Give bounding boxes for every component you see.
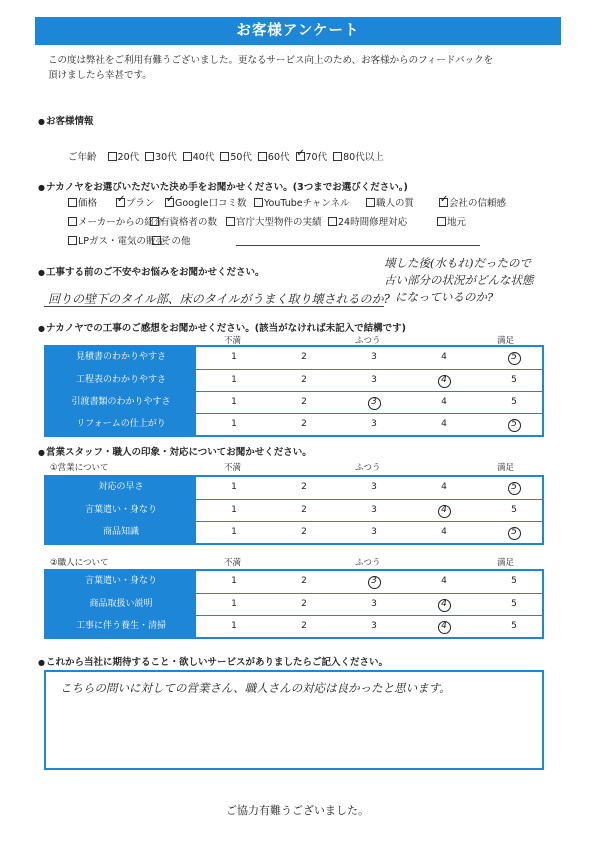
sales-rating-5[interactable]: 5	[511, 505, 517, 515]
scale-high-sales: 満足	[497, 463, 515, 473]
age-option-5[interactable]	[296, 152, 328, 163]
craft-rating-1[interactable]: 1	[231, 576, 237, 586]
impression-rating-2[interactable]: 2	[301, 352, 307, 362]
page-title: お客様アンケート	[35, 17, 561, 45]
staff-heading: ● 営業スタッフ・職人の印象・対応についてお聞かせください。	[38, 444, 312, 458]
decision-option-label: Google口コミ数	[175, 198, 247, 209]
impression-rating-3[interactable]: 3	[371, 419, 377, 429]
decision-option-label: 24時間修理対応	[338, 217, 408, 228]
craft-subheading: ②職人について	[50, 558, 109, 568]
decision-option-0[interactable]	[68, 195, 97, 209]
worries-answer-2: 壊した後(水もれ)だったので	[384, 256, 531, 270]
sales-rating-1[interactable]: 1	[231, 527, 237, 537]
worries-heading: ● 工事する前のご不安やお悩みをお聞かせください。	[38, 264, 265, 278]
checkbox-icon[interactable]	[68, 198, 77, 207]
decision-heading: ● ナカノヤをお選びいただいた決め手をお聞かせください。(3つまでお選びください。)	[38, 179, 408, 193]
scale-low-craft: 不満	[224, 558, 242, 568]
decision-option-label: 官庁大型物件の実績	[236, 217, 322, 228]
impression-row-label: 引渡書類のわかりやすさ	[46, 392, 196, 413]
impression-rating-1[interactable]: 1	[231, 397, 237, 407]
craft-row	[46, 571, 542, 593]
sales-rating-1[interactable]: 1	[231, 482, 237, 492]
sales-row	[46, 499, 542, 521]
age-option-6[interactable]	[333, 152, 384, 163]
checkbox-icon[interactable]	[254, 198, 263, 207]
age-option-label: 70代	[305, 152, 328, 163]
checkbox-icon[interactable]	[183, 152, 192, 161]
craft-rating-5[interactable]: 5	[511, 621, 517, 631]
scale-mid-sales: ふつう	[355, 463, 381, 473]
impression-rating-2[interactable]: 2	[301, 419, 307, 429]
impression-rating-2[interactable]: 2	[301, 375, 307, 385]
age-option-label: 80代以上	[343, 152, 384, 163]
checkbox-icon[interactable]	[165, 198, 174, 207]
checkbox-icon[interactable]	[150, 217, 159, 226]
impressions-table	[44, 345, 544, 437]
sales-rating-4[interactable]: 4	[441, 482, 447, 492]
impression-row	[46, 369, 542, 391]
scale-low-sales: 不満	[224, 463, 242, 473]
impression-rating-3[interactable]: 3	[371, 375, 377, 385]
decision-option-7[interactable]	[150, 214, 217, 228]
checkbox-icon[interactable]	[439, 198, 448, 207]
intro-line-1: この度は弊社をご利用有難うございました。更なるサービス向上のため、お客様からのフィードバックを	[48, 55, 494, 66]
craft-rating-5[interactable]: 5	[511, 576, 517, 586]
sales-rating-2[interactable]: 2	[301, 527, 307, 537]
checkbox-icon[interactable]	[296, 152, 305, 161]
decision-option-12[interactable]	[152, 233, 191, 247]
age-option-0[interactable]	[108, 152, 140, 163]
craft-rating-4[interactable]: 4	[434, 594, 454, 615]
impression-row	[46, 347, 542, 369]
sales-row-label: 対応の早さ	[46, 477, 196, 499]
decision-option-label: 価格	[78, 198, 98, 209]
other-underline	[236, 245, 480, 246]
impression-rating-2[interactable]: 2	[301, 397, 307, 407]
decision-option-label: 有資格者の数	[160, 217, 218, 228]
decision-option-label: 職人の質	[376, 198, 415, 209]
craft-rating-5[interactable]: 5	[511, 599, 517, 609]
craft-row	[46, 593, 542, 615]
checkbox-icon[interactable]	[258, 152, 267, 161]
sales-rating-3[interactable]: 3	[371, 482, 377, 492]
age-option-label: 50代	[230, 152, 252, 163]
intro-line-2: 頂けましたら幸甚です。	[48, 70, 152, 81]
thanks-message: ご協力有難うございました。	[226, 804, 369, 817]
craft-rating-3[interactable]: 3	[371, 621, 377, 631]
decision-option-5[interactable]	[439, 195, 506, 209]
sales-rating-2[interactable]: 2	[301, 482, 307, 492]
checkbox-icon[interactable]	[116, 198, 125, 207]
impression-rating-1[interactable]: 1	[231, 375, 237, 385]
decision-option-label: メーカーからの紹介	[78, 217, 164, 228]
craft-rating-3[interactable]: 3	[371, 599, 377, 609]
age-option-1[interactable]	[145, 152, 177, 163]
scale-high: 満足	[497, 336, 515, 346]
decision-option-11[interactable]	[68, 233, 165, 247]
craft-rating-2[interactable]: 2	[301, 599, 307, 609]
decision-option-10[interactable]	[437, 214, 466, 228]
age-label: ご年齢	[68, 152, 97, 163]
sales-table	[44, 475, 544, 545]
impression-rating-5[interactable]: 5	[504, 347, 524, 368]
worries-answer-1: 回りの壁下のタイル部、床のタイルがうまく取り壊されるのか?	[48, 292, 390, 306]
expect-heading: ● これから当社に期待すること・欲しいサービスがありましたらご記入ください。	[38, 654, 388, 668]
impression-rating-5[interactable]: 5	[511, 397, 517, 407]
comment-text: こちらの問いに対しての営業さん、職人さんの対応は良かったと思います。	[60, 681, 451, 695]
checkbox-icon[interactable]	[328, 217, 337, 226]
checkbox-icon[interactable]	[68, 217, 77, 226]
checkbox-icon[interactable]	[366, 198, 375, 207]
sales-rating-1[interactable]: 1	[231, 505, 237, 515]
checkbox-icon[interactable]	[220, 152, 229, 161]
craft-rating-2[interactable]: 2	[301, 576, 307, 586]
decision-option-label: YouTubeチャンネル	[264, 198, 350, 209]
craft-rating-2[interactable]: 2	[301, 621, 307, 631]
sales-row-label: 商品知識	[46, 522, 196, 543]
decision-option-2[interactable]	[165, 195, 247, 209]
checkbox-icon[interactable]	[152, 236, 161, 245]
impression-rating-4[interactable]: 4	[434, 370, 454, 391]
impression-rating-3[interactable]: 3	[364, 392, 384, 413]
sales-rating-3[interactable]: 3	[371, 527, 377, 537]
age-option-label: 60代	[267, 152, 290, 163]
sales-row-label: 言葉遣い・身なり	[46, 500, 196, 521]
comment-box[interactable]	[44, 670, 544, 770]
impression-rating-3[interactable]: 3	[371, 352, 377, 362]
age-option-label: 20代	[117, 152, 140, 163]
impression-rating-4[interactable]: 4	[441, 419, 447, 429]
age-options	[108, 152, 390, 163]
age-option-2[interactable]	[183, 152, 215, 163]
decision-option-9[interactable]	[328, 214, 407, 228]
impression-row-label: 見積書のわかりやすさ	[46, 347, 196, 369]
craft-row-label: 工事に伴う養生・清掃	[46, 616, 196, 637]
impression-row	[46, 391, 542, 413]
craft-table	[44, 569, 544, 639]
craft-row-label: 言葉遣い・身なり	[46, 571, 196, 593]
age-option-4[interactable]	[258, 152, 290, 163]
sales-subheading: ①営業について	[50, 463, 109, 473]
age-option-label: 30代	[155, 152, 177, 163]
decision-option-label: 地元	[447, 217, 467, 228]
decision-option-label: LPガス・電気の販売	[78, 236, 166, 247]
checkbox-icon[interactable]	[145, 152, 154, 161]
craft-rating-1[interactable]: 1	[231, 621, 237, 631]
worries-answer-3: 古い部分の状況がどんな状態	[384, 273, 534, 287]
impression-row-label: 工程表のわかりやすさ	[46, 370, 196, 391]
impression-rating-4[interactable]: 4	[441, 397, 447, 407]
impression-rating-1[interactable]: 1	[231, 419, 237, 429]
decision-option-label: 会社の信頼感	[449, 198, 507, 209]
sales-rating-4[interactable]: 4	[441, 527, 447, 537]
craft-rating-4[interactable]: 4	[441, 576, 447, 586]
checkbox-icon[interactable]	[333, 152, 342, 161]
impression-rating-4[interactable]: 4	[441, 352, 447, 362]
decision-option-4[interactable]	[366, 195, 414, 209]
customer-info-heading: ● お客様情報	[38, 113, 94, 127]
decision-option-label: プラン	[126, 198, 155, 209]
craft-row-label: 商品取扱い説明	[46, 594, 196, 615]
sales-rating-4[interactable]: 4	[434, 500, 454, 521]
sales-rating-3[interactable]: 3	[371, 505, 377, 515]
scale-low: 不満	[224, 336, 242, 346]
checkbox-icon[interactable]	[437, 217, 446, 226]
decision-option-3[interactable]	[254, 195, 350, 209]
craft-rating-4[interactable]: 4	[434, 616, 454, 637]
sales-rating-5[interactable]: 5	[504, 477, 524, 498]
decision-option-1[interactable]	[116, 195, 155, 209]
impression-row-label: リフォームの仕上がり	[46, 414, 196, 435]
craft-row	[46, 615, 542, 637]
craft-rating-1[interactable]: 1	[231, 599, 237, 609]
impression-rating-5[interactable]: 5	[511, 375, 517, 385]
checkbox-icon[interactable]	[68, 236, 77, 245]
worries-answer-4: になっているのか?	[395, 290, 494, 304]
impression-row	[46, 413, 542, 435]
craft-rating-3[interactable]: 3	[364, 571, 384, 592]
impression-rating-1[interactable]: 1	[231, 352, 237, 362]
age-row	[68, 149, 390, 163]
age-option-3[interactable]	[220, 152, 252, 163]
scale-mid-craft: ふつう	[355, 558, 381, 568]
impression-rating-5[interactable]: 5	[504, 414, 524, 435]
decision-option-label: その他	[162, 236, 191, 247]
age-option-label: 40代	[192, 152, 215, 163]
scale-mid: ふつう	[355, 336, 381, 346]
sales-row	[46, 477, 542, 499]
decision-option-8[interactable]	[226, 214, 322, 228]
scale-high-craft: 満足	[497, 558, 515, 568]
sales-rating-2[interactable]: 2	[301, 505, 307, 515]
checkbox-icon[interactable]	[108, 152, 117, 161]
impressions-heading: ● ナカノヤでの工事のご感想をお聞かせください。(該当がなければ未記入で結構です)	[38, 320, 406, 334]
checkbox-icon[interactable]	[226, 217, 235, 226]
sales-rating-5[interactable]: 5	[504, 522, 524, 543]
worries-underline	[44, 306, 384, 307]
sales-row	[46, 521, 542, 543]
